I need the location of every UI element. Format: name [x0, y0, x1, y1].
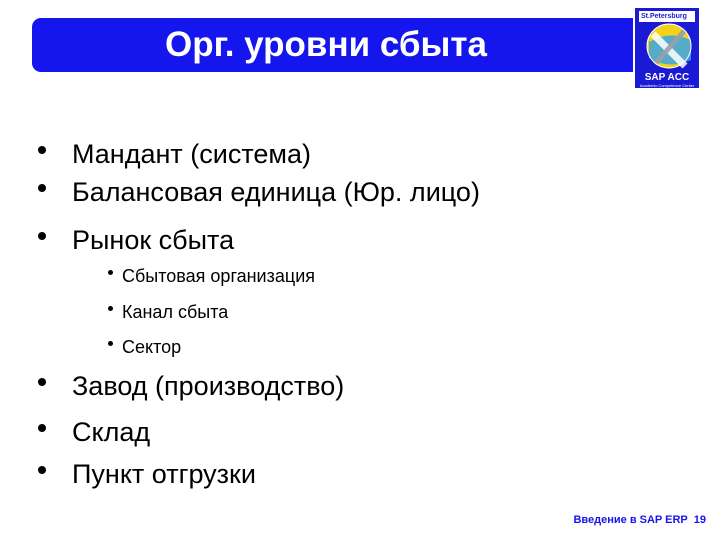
- bullet-dot-icon: [38, 232, 46, 240]
- bullet-text: Мандант (система): [72, 138, 311, 169]
- logo-city-label: St.Petersburg: [639, 11, 695, 22]
- footer-label: Введение в SAP ERP: [573, 514, 688, 526]
- bullet-dot-icon: [108, 341, 113, 346]
- bullet-dot-icon: [38, 184, 46, 192]
- bullet-text: Сбытовая организация: [122, 265, 315, 286]
- logo-brand-label: SAP ACC: [644, 72, 690, 83]
- page-number: 19: [693, 514, 706, 526]
- slide-footer: [573, 514, 706, 526]
- sub-bullet-item: [108, 334, 181, 360]
- sub-bullet-item: [108, 299, 228, 325]
- bullet-text: Канал сбыта: [122, 301, 229, 322]
- bullet-item: [38, 414, 150, 450]
- bullet-dot-icon: [38, 466, 46, 474]
- bullet-text: Балансовая единица (Юр. лицо): [72, 176, 480, 207]
- bullet-text: Сектор: [122, 336, 182, 357]
- sub-bullet-item: [108, 263, 315, 289]
- bullet-text: Завод (производство): [72, 370, 345, 401]
- bullet-item: [38, 456, 256, 492]
- logo-sub-label: Academic Competence Center: [639, 83, 695, 88]
- bullet-item: [38, 136, 311, 172]
- bullet-dot-icon: [108, 270, 113, 275]
- bullet-item: [38, 174, 480, 210]
- bullet-dot-icon: [38, 146, 46, 154]
- bullet-text: Пункт отгрузки: [72, 458, 256, 489]
- bullet-item: [38, 368, 344, 404]
- bullet-item: [38, 222, 234, 258]
- bullet-text: Рынок сбыта: [72, 224, 235, 255]
- bullet-text: Склад: [72, 416, 151, 447]
- bullet-dot-icon: [108, 306, 113, 311]
- sap-acc-logo: [633, 6, 701, 90]
- bullet-dot-icon: [38, 378, 46, 386]
- bullet-dot-icon: [38, 424, 46, 432]
- slide-title: Орг. уровни сбыта: [165, 25, 487, 64]
